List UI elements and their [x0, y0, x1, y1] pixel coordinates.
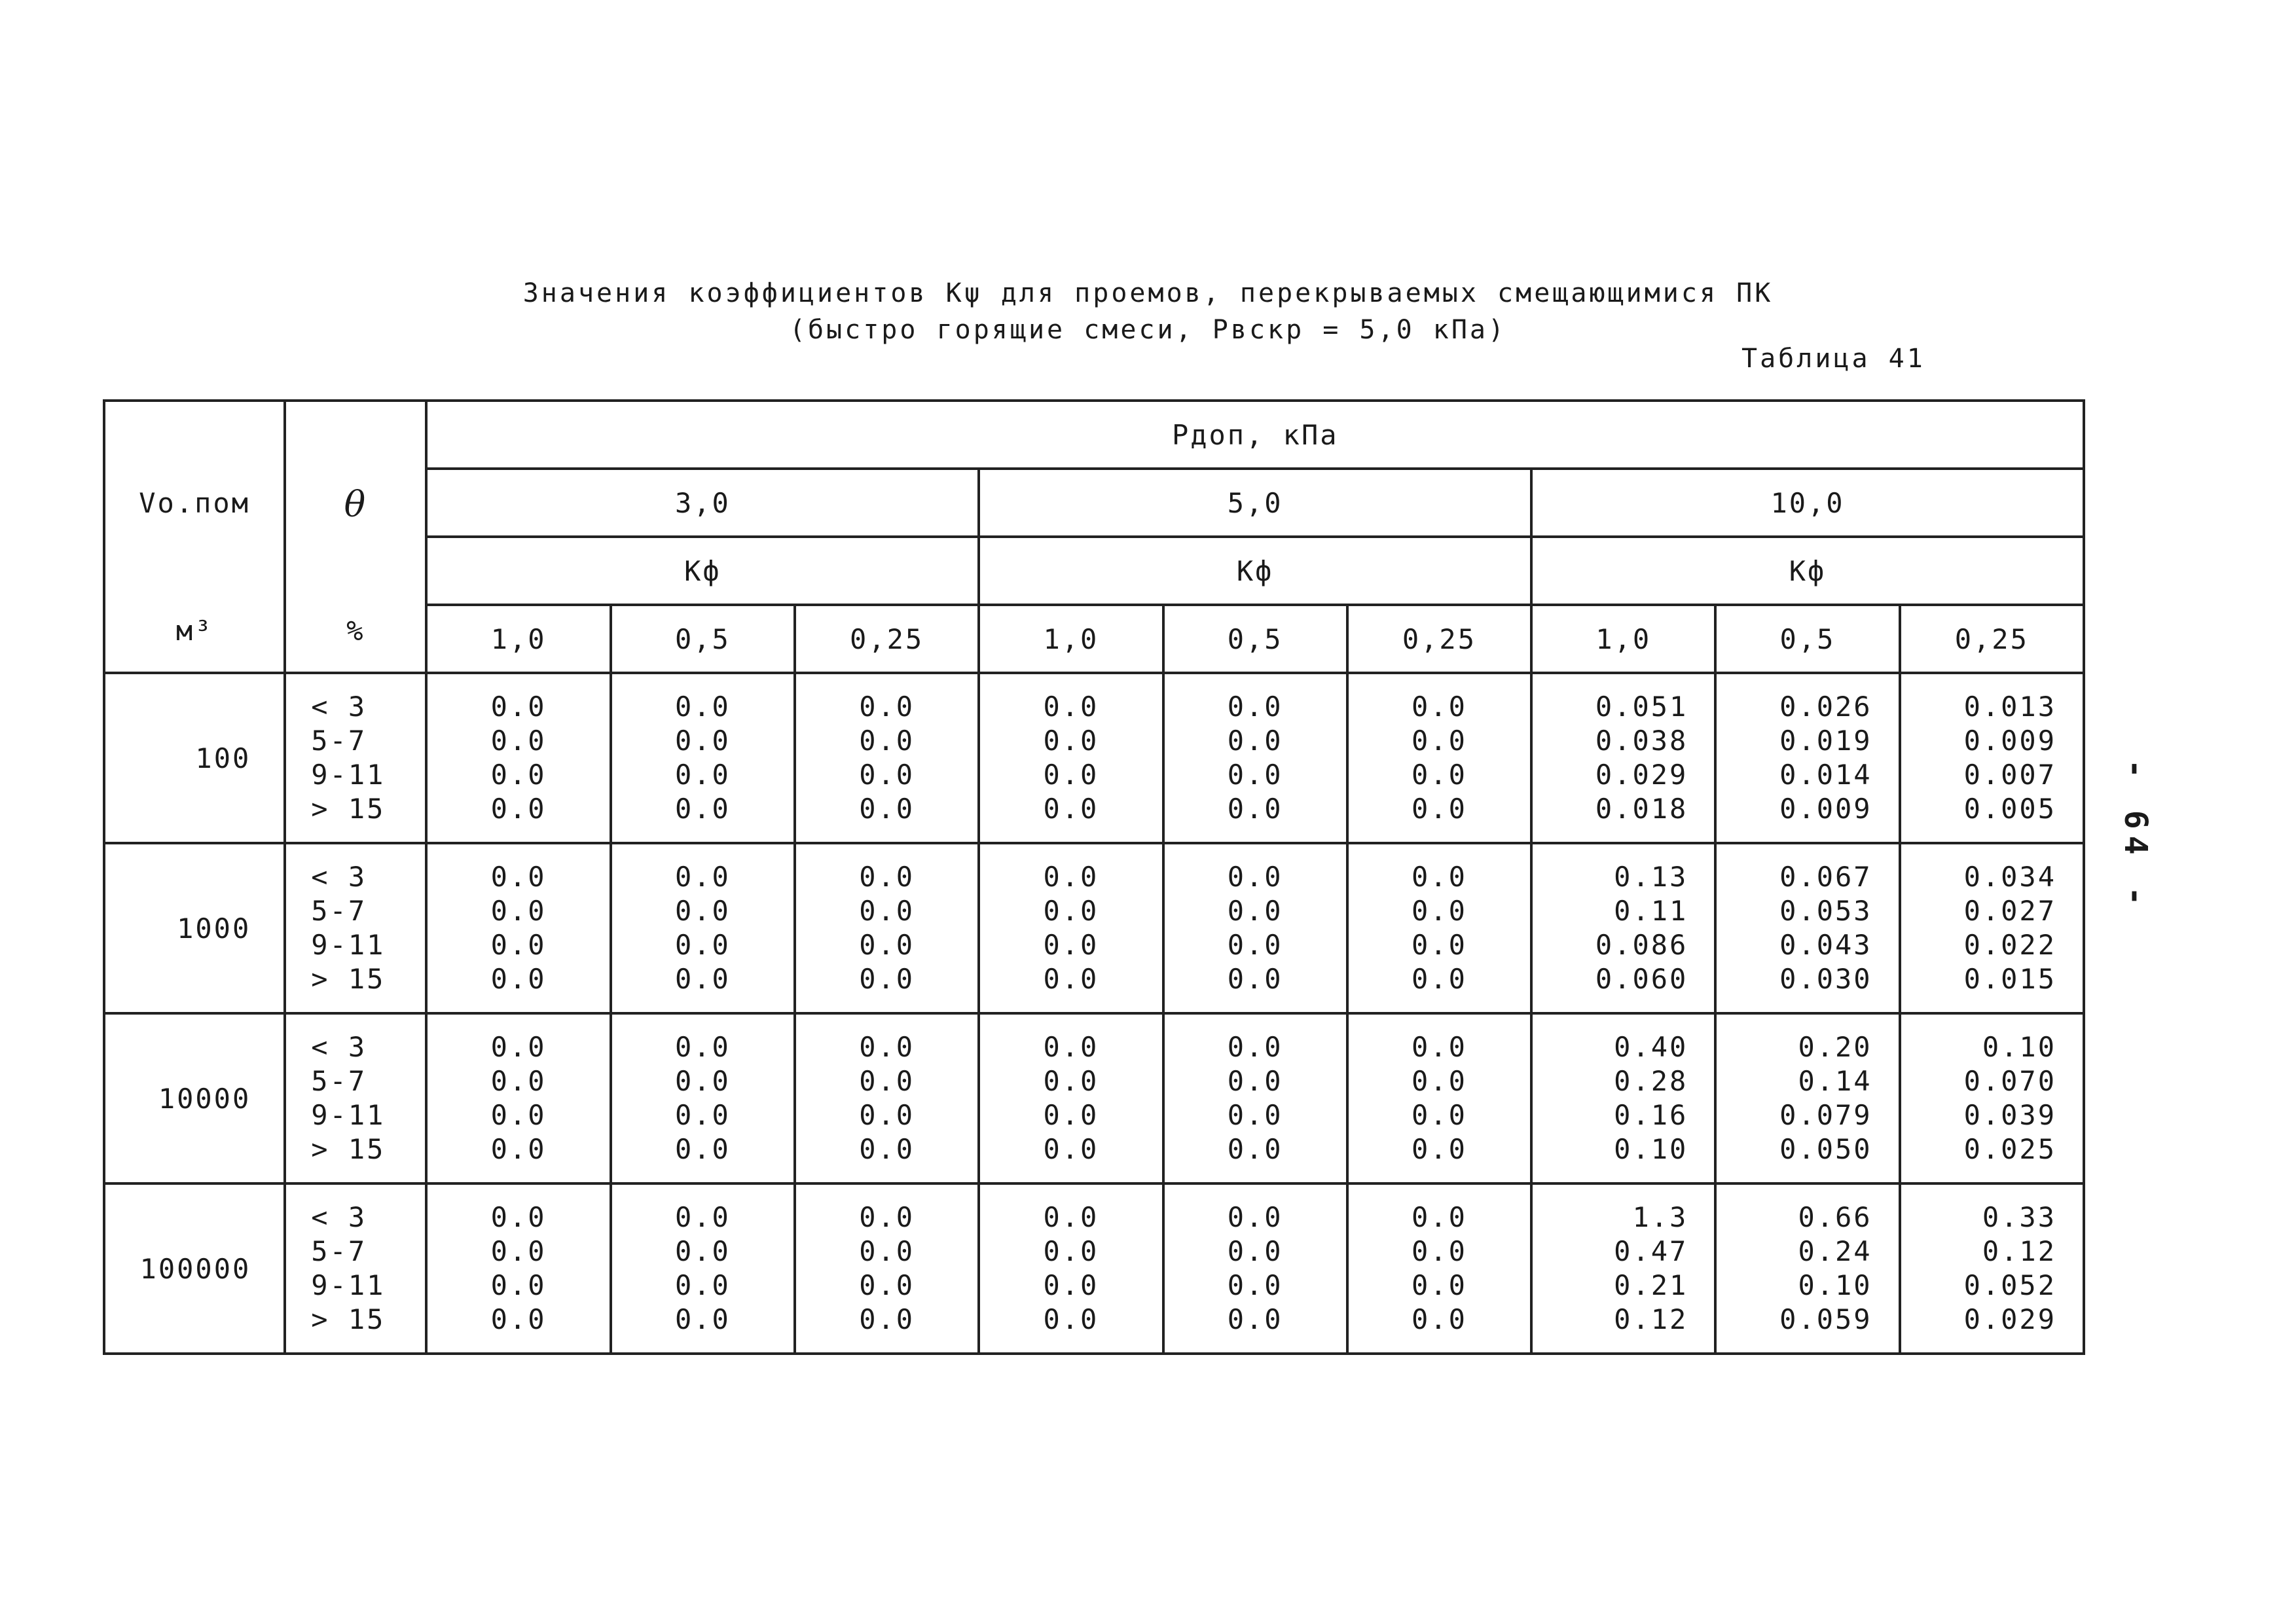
value-cell — [426, 673, 610, 843]
coefficient-value: 0.0 — [674, 1303, 731, 1335]
value-cell — [1531, 843, 1715, 1013]
value-cell — [426, 1183, 610, 1354]
theta-cell — [285, 1183, 426, 1354]
coefficient-value: 0.0 — [490, 1065, 547, 1097]
coefficient-value: 0.24 — [1798, 1235, 1872, 1267]
coefficient-value: 0.0 — [1412, 1303, 1467, 1335]
value-cell — [1163, 1013, 1347, 1183]
theta-header: θ — [344, 484, 368, 525]
coefficient-value: 0.0 — [1412, 895, 1467, 927]
coefficient-value: 0.0 — [1227, 1031, 1283, 1063]
coefficient-value: 0.12 — [1982, 1235, 2056, 1267]
coefficient-value: 0.0 — [859, 1065, 915, 1097]
table-number: Таблица 41 — [1741, 344, 1925, 374]
coefficient-value: 0.0 — [1412, 1065, 1467, 1097]
value-cell — [611, 1013, 795, 1183]
coefficient-value: 0.0 — [1412, 1099, 1467, 1131]
value-cell — [979, 673, 1163, 843]
value-cell — [979, 1183, 1163, 1354]
coefficient-value: 0.0 — [1043, 725, 1099, 757]
coefficient-value: 0.0 — [490, 1235, 547, 1267]
value-cell — [1531, 1183, 1715, 1354]
value-cell — [611, 673, 795, 843]
coefficient-value: 0.0 — [859, 895, 915, 927]
coefficient-value: 0.0 — [1043, 759, 1099, 791]
theta-value: > 15 — [311, 963, 386, 995]
coefficient-value: 0.0 — [1412, 759, 1467, 791]
value-cell — [795, 1183, 979, 1354]
value-cell — [1715, 673, 1899, 843]
coefficient-value: 0.043 — [1779, 929, 1872, 961]
coefficient-value: 0.10 — [1982, 1031, 2056, 1063]
coefficient-value: 0.0 — [1412, 1201, 1467, 1233]
coefficient-value: 0.0 — [859, 1031, 915, 1063]
volume-header: Vo.пом — [139, 487, 250, 519]
theta-value: < 3 — [311, 861, 367, 893]
coefficient-value: 0.029 — [1595, 759, 1688, 791]
coefficient-value: 0.14 — [1798, 1065, 1872, 1097]
coefficient-value: 0.051 — [1595, 691, 1688, 723]
coefficient-value: 0.0 — [1043, 1065, 1099, 1097]
coefficient-value: 0.0 — [674, 1031, 731, 1063]
coefficient-value: 0.0 — [1227, 691, 1283, 723]
coefficient-value: 0.079 — [1779, 1099, 1872, 1131]
coefficient-value: 0.0 — [490, 759, 547, 791]
value-cell — [795, 673, 979, 843]
coefficient-value: 0.025 — [1963, 1133, 2056, 1165]
coefficient-value: 0.0 — [490, 793, 547, 825]
value-cell — [979, 843, 1163, 1013]
table-row — [104, 1013, 2084, 1183]
pressure-value-2: 5,0 — [979, 469, 1531, 537]
coefficient-value: 0.0 — [674, 929, 731, 961]
coefficient-value: 0.0 — [490, 895, 547, 927]
volume-cell: 100 — [104, 673, 285, 843]
coefficient-value: 0.10 — [1614, 1133, 1688, 1165]
coefficient-value: 0.0 — [490, 691, 547, 723]
k-label-1: Kф — [426, 537, 979, 605]
k-value-header: 0,25 — [1900, 605, 2084, 673]
volume-header-cell — [104, 401, 285, 673]
k-value-header: 0,5 — [1715, 605, 1899, 673]
theta-value: 5-7 — [311, 895, 367, 927]
value-cell — [795, 1013, 979, 1183]
coefficient-value: 0.0 — [490, 963, 547, 995]
coefficient-value: 0.0 — [674, 1235, 731, 1267]
coefficient-table — [103, 399, 2085, 1355]
coefficient-value: 0.0 — [674, 1269, 731, 1301]
coefficient-value: 0.0 — [674, 963, 731, 995]
coefficient-value: 0.026 — [1779, 691, 1872, 723]
coefficient-value: 0.0 — [859, 691, 915, 723]
coefficient-value: 0.0 — [490, 725, 547, 757]
table-row — [104, 1183, 2084, 1354]
table-row — [104, 843, 2084, 1013]
coefficient-value: 0.0 — [1412, 793, 1467, 825]
coefficient-value: 0.019 — [1779, 725, 1872, 757]
coefficient-value: 0.0 — [1412, 1235, 1467, 1267]
pressure-value-3: 10,0 — [1531, 469, 2084, 537]
coefficient-value: 0.0 — [490, 1201, 547, 1233]
coefficient-value: 0.0 — [490, 929, 547, 961]
coefficient-value: 0.0 — [1043, 929, 1099, 961]
value-cell — [1163, 673, 1347, 843]
coefficient-value: 0.067 — [1779, 861, 1872, 893]
coefficient-value: 0.0 — [1043, 963, 1099, 995]
coefficient-value: 0.0 — [859, 1099, 915, 1131]
value-cell — [795, 843, 979, 1013]
theta-header-cell — [285, 401, 426, 673]
value-cell — [1715, 1013, 1899, 1183]
value-cell — [611, 1183, 795, 1354]
coefficient-value: 0.0 — [490, 1133, 547, 1165]
coefficient-value: 0.0 — [1227, 759, 1283, 791]
volume-cell: 10000 — [104, 1013, 285, 1183]
coefficient-value: 0.13 — [1614, 861, 1688, 893]
coefficient-value: 0.10 — [1798, 1269, 1872, 1301]
coefficient-value: 0.0 — [859, 1303, 915, 1335]
coefficient-value: 0.039 — [1963, 1099, 2056, 1131]
theta-value: 9-11 — [311, 929, 386, 961]
coefficient-value: 0.0 — [1043, 1235, 1099, 1267]
value-cell — [426, 843, 610, 1013]
coefficient-value: 0.038 — [1595, 725, 1688, 757]
coefficient-value: 0.059 — [1779, 1303, 1872, 1335]
coefficient-value: 0.0 — [1412, 861, 1467, 893]
theta-cell — [285, 843, 426, 1013]
coefficient-value: 1.3 — [1632, 1201, 1688, 1233]
coefficient-value: 0.0 — [1412, 1269, 1467, 1301]
coefficient-value: 0.47 — [1614, 1235, 1688, 1267]
coefficient-value: 0.0 — [1412, 963, 1467, 995]
coefficient-value: 0.0 — [1043, 1133, 1099, 1165]
coefficient-value: 0.0 — [859, 963, 915, 995]
coefficient-value: 0.0 — [1043, 895, 1099, 927]
value-cell — [1900, 1183, 2084, 1354]
page-number: - 64 - — [2117, 759, 2154, 912]
document-title — [0, 275, 2296, 348]
coefficient-value: 0.0 — [1227, 895, 1283, 927]
theta-value: < 3 — [311, 691, 367, 723]
value-cell — [1163, 1183, 1347, 1354]
coefficient-value: 0.0 — [1227, 793, 1283, 825]
coefficient-value: 0.0 — [1227, 1065, 1283, 1097]
coefficient-value: 0.0 — [859, 861, 915, 893]
coefficient-value: 0.0 — [859, 1269, 915, 1301]
coefficient-value: 0.33 — [1982, 1201, 2056, 1233]
coefficient-value: 0.060 — [1595, 963, 1688, 995]
coefficient-value: 0.0 — [859, 793, 915, 825]
coefficient-value: 0.0 — [674, 759, 731, 791]
coefficient-value: 0.027 — [1963, 895, 2056, 927]
coefficient-value: 0.21 — [1614, 1269, 1688, 1301]
coefficient-value: 0.12 — [1614, 1303, 1688, 1335]
value-cell — [1347, 843, 1531, 1013]
k-label-2: Kф — [979, 537, 1531, 605]
coefficient-value: 0.009 — [1963, 725, 2056, 757]
coefficient-value: 0.0 — [1227, 725, 1283, 757]
coefficient-value: 0.0 — [674, 691, 731, 723]
k-value-header: 1,0 — [426, 605, 610, 673]
coefficient-value: 0.0 — [1043, 1031, 1099, 1063]
coefficient-value: 0.086 — [1595, 929, 1688, 961]
theta-cell — [285, 673, 426, 843]
theta-cell — [285, 1013, 426, 1183]
k-value-header: 1,0 — [979, 605, 1163, 673]
coefficient-value: 0.034 — [1963, 861, 2056, 893]
coefficient-value: 0.005 — [1963, 793, 2056, 825]
coefficient-value: 0.66 — [1798, 1201, 1872, 1233]
table-row — [104, 673, 2084, 843]
coefficient-value: 0.0 — [674, 1099, 731, 1131]
coefficient-value: 0.0 — [1412, 929, 1467, 961]
coefficient-value: 0.0 — [1043, 1303, 1099, 1335]
coefficient-value: 0.0 — [674, 861, 731, 893]
coefficient-value: 0.0 — [859, 759, 915, 791]
coefficient-value: 0.0 — [1043, 1099, 1099, 1131]
value-cell — [1715, 843, 1899, 1013]
theta-unit: % — [346, 615, 365, 647]
k-value-header: 0,25 — [795, 605, 979, 673]
coefficient-value: 0.0 — [1227, 963, 1283, 995]
k-value-header: 0,25 — [1347, 605, 1531, 673]
coefficient-value: 0.0 — [490, 861, 547, 893]
coefficient-value: 0.28 — [1614, 1065, 1688, 1097]
value-cell — [1900, 1013, 2084, 1183]
value-cell — [611, 843, 795, 1013]
theta-value: 5-7 — [311, 1235, 367, 1267]
volume-cell: 1000 — [104, 843, 285, 1013]
coefficient-value: 0.0 — [1043, 1201, 1099, 1233]
theta-value: 5-7 — [311, 1065, 367, 1097]
theta-value: 5-7 — [311, 725, 367, 757]
coefficient-value: 0.0 — [1227, 1303, 1283, 1335]
volume-unit: м³ — [175, 615, 213, 647]
theta-value: 9-11 — [311, 759, 386, 791]
value-cell — [1715, 1183, 1899, 1354]
coefficient-value: 0.0 — [1412, 1031, 1467, 1063]
coefficient-value: 0.0 — [490, 1031, 547, 1063]
coefficient-value: 0.0 — [1227, 1235, 1283, 1267]
coefficient-value: 0.015 — [1963, 963, 2056, 995]
value-cell — [1347, 673, 1531, 843]
value-cell — [1163, 843, 1347, 1013]
pressure-header: Рдоп, кПа — [426, 401, 2084, 469]
coefficient-value: 0.0 — [1412, 1133, 1467, 1165]
theta-value: > 15 — [311, 1133, 386, 1165]
coefficient-value: 0.0 — [1043, 691, 1099, 723]
coefficient-value: 0.050 — [1779, 1133, 1872, 1165]
coefficient-value: 0.16 — [1614, 1099, 1688, 1131]
coefficient-value: 0.0 — [674, 725, 731, 757]
coefficient-value: 0.0 — [1227, 1099, 1283, 1131]
coefficient-value: 0.0 — [490, 1269, 547, 1301]
coefficient-value: 0.0 — [859, 1235, 915, 1267]
coefficient-value: 0.0 — [1043, 861, 1099, 893]
coefficient-value: 0.0 — [490, 1303, 547, 1335]
coefficient-value: 0.014 — [1779, 759, 1872, 791]
coefficient-value: 0.20 — [1798, 1031, 1872, 1063]
coefficient-value: 0.0 — [674, 895, 731, 927]
coefficient-value: 0.0 — [1412, 725, 1467, 757]
coefficient-value: 0.0 — [1043, 793, 1099, 825]
coefficient-value: 0.0 — [1043, 1269, 1099, 1301]
theta-value: < 3 — [311, 1201, 367, 1233]
k-value-header: 0,5 — [611, 605, 795, 673]
coefficient-value: 0.013 — [1963, 691, 2056, 723]
theta-value: > 15 — [311, 793, 386, 825]
coefficient-value: 0.0 — [674, 1065, 731, 1097]
value-cell — [979, 1013, 1163, 1183]
coefficient-value: 0.40 — [1614, 1031, 1688, 1063]
coefficient-value: 0.0 — [1227, 929, 1283, 961]
title-line-2: (быстро горящие смеси, Рвскр = 5,0 кПа) — [789, 315, 1507, 345]
coefficient-value: 0.0 — [1227, 1201, 1283, 1233]
theta-value: 9-11 — [311, 1269, 386, 1301]
coefficient-value: 0.009 — [1779, 793, 1872, 825]
coefficient-value: 0.0 — [859, 1133, 915, 1165]
coefficient-value: 0.0 — [674, 1201, 731, 1233]
title-line-1: Значения коэффициентов Kψ для проемов, перекрываемых смещающимися ПК — [522, 278, 1774, 308]
theta-value: > 15 — [311, 1303, 386, 1335]
coefficient-value: 0.0 — [674, 1133, 731, 1165]
value-cell — [1900, 843, 2084, 1013]
theta-value: 9-11 — [311, 1099, 386, 1131]
value-cell — [1347, 1183, 1531, 1354]
value-cell — [426, 1013, 610, 1183]
coefficient-value: 0.0 — [1227, 861, 1283, 893]
value-cell — [1531, 1013, 1715, 1183]
value-cell — [1531, 673, 1715, 843]
coefficient-value: 0.070 — [1963, 1065, 2056, 1097]
pressure-value-1: 3,0 — [426, 469, 979, 537]
theta-value: < 3 — [311, 1031, 367, 1063]
k-label-3: Kф — [1531, 537, 2084, 605]
coefficient-value: 0.0 — [674, 793, 731, 825]
coefficient-value: 0.052 — [1963, 1269, 2056, 1301]
coefficient-value: 0.053 — [1779, 895, 1872, 927]
volume-cell: 100000 — [104, 1183, 285, 1354]
coefficient-value: 0.0 — [1227, 1133, 1283, 1165]
coefficient-value: 0.0 — [490, 1099, 547, 1131]
coefficient-value: 0.0 — [1412, 691, 1467, 723]
coefficient-value: 0.0 — [859, 725, 915, 757]
coefficient-value: 0.030 — [1779, 963, 1872, 995]
coefficient-value: 0.11 — [1614, 895, 1688, 927]
coefficient-value: 0.0 — [859, 929, 915, 961]
coefficient-value: 0.029 — [1963, 1303, 2056, 1335]
coefficient-value: 0.018 — [1595, 793, 1688, 825]
coefficient-value: 0.007 — [1963, 759, 2056, 791]
value-cell — [1900, 673, 2084, 843]
value-cell — [1347, 1013, 1531, 1183]
coefficient-value: 0.0 — [1227, 1269, 1283, 1301]
coefficient-value: 0.022 — [1963, 929, 2056, 961]
k-value-header: 0,5 — [1163, 605, 1347, 673]
k-value-header: 1,0 — [1531, 605, 1715, 673]
coefficient-value: 0.0 — [859, 1201, 915, 1233]
